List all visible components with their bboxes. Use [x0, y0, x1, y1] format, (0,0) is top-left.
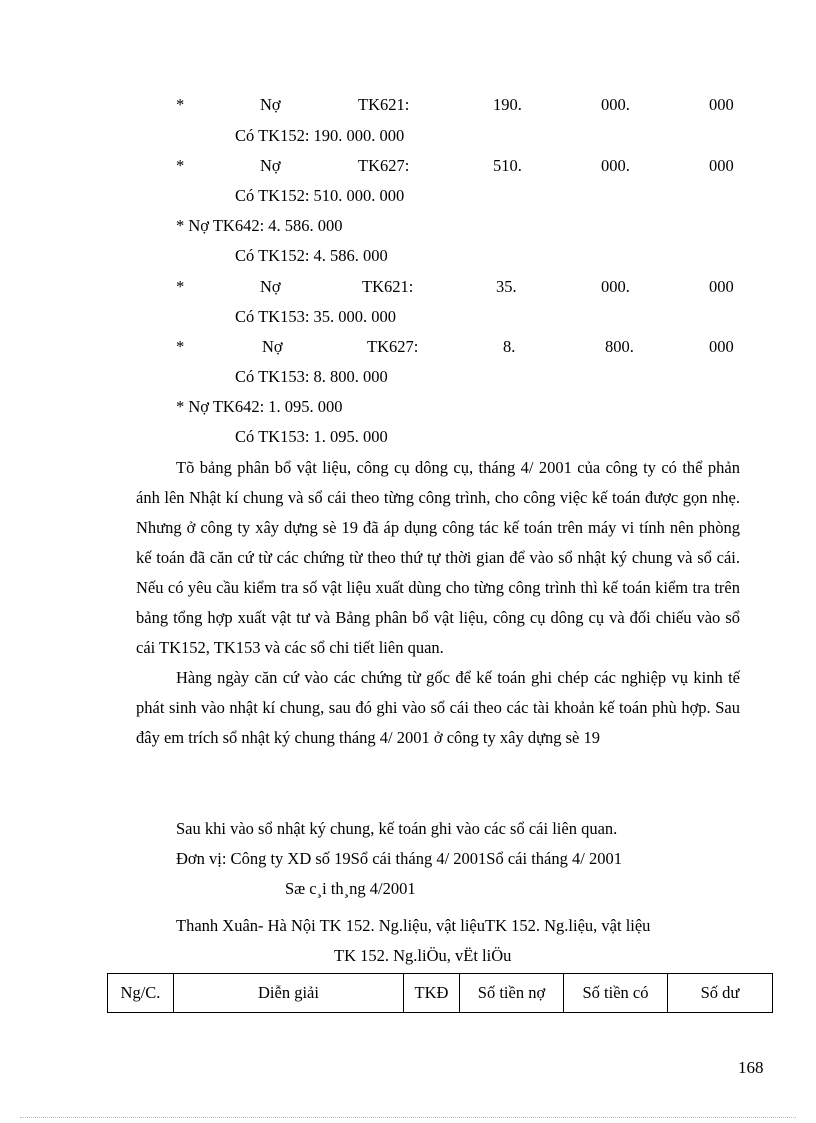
entry-debit-label: Nợ — [262, 337, 283, 356]
entry-amount-part: 000 — [709, 95, 734, 114]
ledger-account-line: TK 152. Ng.liÖu, vËt liÖu — [334, 946, 512, 965]
entry-amount-part: 000 — [709, 277, 734, 296]
journal-entry-credit: Có TK153: 1. 095. 000 — [235, 427, 388, 446]
entry-amount-part: 190. — [493, 95, 522, 114]
entry-amount-part: 000. — [601, 277, 630, 296]
entry-debit-label: Nợ — [260, 156, 281, 175]
column-header-credit: Số tiền có — [564, 974, 668, 1013]
entry-account: TK621: — [362, 277, 414, 296]
journal-entry-credit: Có TK152: 4. 586. 000 — [235, 246, 388, 265]
body-text — [136, 453, 740, 753]
ledger-title: Sæ c¸i th¸ng 4/2001 — [285, 879, 416, 898]
entry-amount-part: 510. — [493, 156, 522, 175]
entry-amount-part: 800. — [605, 337, 634, 356]
entry-star: * — [176, 95, 185, 114]
journal-entry-debit: * Nợ TK642: 4. 586. 000 — [176, 216, 343, 235]
entry-star: * — [176, 337, 185, 356]
column-header-description: Diễn giải — [174, 974, 404, 1013]
paragraph: Hàng ngày căn cứ vào các chứng từ gốc để kế toán ghi chép các nghiệp vụ kinh tế phát sinh vào nhật kí chung, sau đó ghi vào sổ cái theo các tài khoản kế toán phù hợp. Sau đây em trích sổ nhật ký chung tháng 4/ 2001 ở công ty xây dựng sè 19 — [136, 668, 740, 747]
entry-amount-part: 000. — [601, 156, 630, 175]
column-header-debit: Số tiền nợ — [460, 974, 564, 1013]
entry-account: TK627: — [358, 156, 410, 175]
entry-amount-part: 000 — [709, 156, 734, 175]
journal-entry-debit — [176, 95, 738, 115]
entry-debit-label: Nợ — [260, 277, 281, 296]
footer-divider — [20, 1117, 796, 1118]
entry-amount-part: 000 — [709, 337, 734, 356]
ledger-table — [107, 973, 773, 1013]
ledger-subtitle: Thanh Xuân- Hà Nội TK 152. Ng.liệu, vật liệuTK 152. Ng.liệu, vật liệu — [176, 916, 651, 935]
entry-account: TK627: — [367, 337, 419, 356]
entry-star: * — [176, 156, 185, 175]
table-header-row — [108, 974, 773, 1013]
journal-entry-credit: Có TK153: 35. 000. 000 — [235, 307, 397, 326]
column-header-balance: Số dư — [668, 974, 773, 1013]
entry-star: * — [176, 277, 185, 296]
unit-line: Đơn vị: Công ty XD số 19Sổ cái tháng 4/ 2001Sổ cái tháng 4/ 2001 — [176, 849, 622, 868]
journal-entry-debit: * Nợ TK642: 1. 095. 000 — [176, 397, 343, 416]
entry-account: TK621: — [358, 95, 410, 114]
column-header-date: Ng/C. — [108, 974, 174, 1013]
page-number: 168 — [738, 1058, 764, 1077]
journal-entry-credit: Có TK153: 8. 800. 000 — [235, 367, 388, 386]
journal-entry-credit: Có TK152: 190. 000. 000 — [235, 126, 405, 145]
entry-amount-part: 8. — [503, 337, 516, 356]
journal-entry-debit — [176, 277, 738, 297]
entry-amount-part: 000. — [601, 95, 630, 114]
journal-entry-debit — [176, 156, 738, 176]
intro-line: Sau khi vào sổ nhật ký chung, kế toán ghi vào các sổ cái liên quan. — [176, 819, 618, 838]
entry-debit-label: Nợ — [260, 95, 281, 114]
paragraph: Tõ bảng phân bổ vật liệu, công cụ dông cụ, tháng 4/ 2001 của công ty có thể phản ánh lên Nhật kí chung và sổ cái theo từng công trình, cho công việc kế toán được gọn nhẹ. Nhưng ở công ty xây dựng sè 19 đã áp dụng công tác kế toán trên máy vi tính nên phòng kế toán đã căn cứ từ các chứng từ theo thứ tự thời gian để vào sổ nhật ký chung và sổ cái. Nếu có yêu cầu kiểm tra số vật liệu xuất dùng cho từng công trình thì kế toán kiểm tra trên bảng tổng hợp xuất vật tư và Bảng phân bổ vật liệu, công cụ dông cụ và đối chiếu vào sổ cái TK152, TK153 và các sổ chi tiết liên quan. — [136, 458, 740, 657]
column-header-counter-account: TKĐ — [404, 974, 460, 1013]
entry-amount-part: 35. — [496, 277, 517, 296]
journal-entry-debit — [176, 337, 738, 357]
journal-entry-credit: Có TK152: 510. 000. 000 — [235, 186, 405, 205]
